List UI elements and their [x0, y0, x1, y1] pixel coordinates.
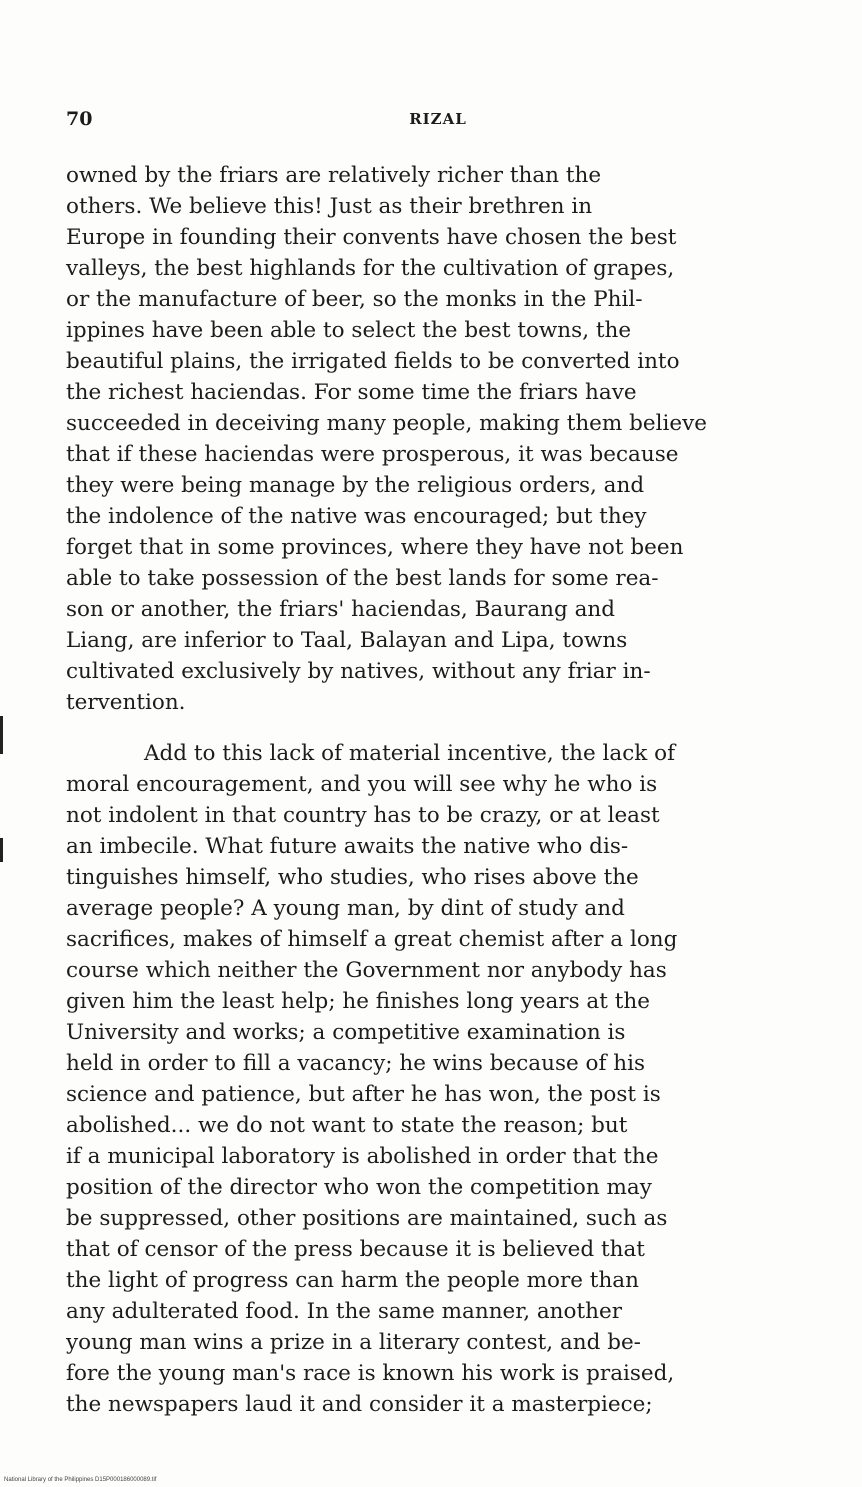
text-line: cultivated exclusively by natives, without any friar in-: [66, 659, 651, 684]
text-line: abolished... we do not want to state the reason; but: [66, 1113, 628, 1138]
text-line: the newspapers laud it and consider it a masterpiece;: [66, 1392, 653, 1417]
text-line: average people? A young man, by dint of study and: [66, 896, 625, 921]
text-line: ippines have been able to select the best towns, the: [66, 318, 632, 343]
text-line: forget that in some provinces, where they have not been: [66, 535, 684, 560]
text-line: beautiful plains, the irrigated fields to be converted into: [66, 349, 680, 374]
text-line: if a municipal laboratory is abolished in order that the: [66, 1144, 659, 1169]
text-line: science and patience, but after he has won, the post is: [66, 1082, 661, 1107]
text-line: succeeded in deceiving many people, making them believe: [66, 411, 707, 436]
text-line: the indolence of the native was encouraged; but they: [66, 504, 647, 529]
paragraph-2: [66, 738, 810, 1420]
page-header: [66, 108, 810, 138]
text-line: Europe in founding their convents have chosen the best: [66, 225, 677, 250]
text-line: others. We believe this! Just as their brethren in: [66, 194, 593, 219]
text-line: any adulterated food. In the same manner, another: [66, 1299, 622, 1324]
paragraph-1: [66, 160, 810, 718]
scan-footer: National Library of the Philippines D15P000186000089.tif: [4, 1477, 157, 1483]
text-line: sacrifices, makes of himself a great chemist after a long: [66, 927, 678, 952]
text-line: tervention.: [66, 690, 186, 715]
text-line: course which neither the Government nor anybody has: [66, 958, 667, 983]
paragraph-spacer: [66, 718, 810, 738]
text-line: the richest haciendas. For some time the friars have: [66, 380, 637, 405]
text-line: son or another, the friars' haciendas, Baurang and: [66, 597, 616, 622]
text-line: that if these haciendas were prosperous, it was because: [66, 442, 679, 467]
text-line: valleys, the best highlands for the cultivation of grapes,: [66, 256, 675, 281]
scan-edge-mark: [0, 838, 3, 862]
text-line: University and works; a competitive examination is: [66, 1020, 626, 1045]
text-line: able to take possession of the best lands for some rea-: [66, 566, 659, 591]
text-line: be suppressed, other positions are maintained, such as: [66, 1206, 668, 1231]
text-line: the light of progress can harm the people more than: [66, 1268, 639, 1293]
text-line: moral encouragement, and you will see why he who is: [66, 772, 658, 797]
text-line: that of censor of the press because it is believed that: [66, 1237, 645, 1262]
text-line: tinguishes himself, who studies, who rises above the: [66, 865, 639, 890]
text-line: held in order to fill a vacancy; he wins because of his: [66, 1051, 646, 1076]
text-line: they were being manage by the religious orders, and: [66, 473, 645, 498]
text-line: Add to this lack of material incentive, the lack of: [144, 741, 676, 766]
text-line: fore the young man's race is known his work is praised,: [66, 1361, 675, 1386]
running-head: RIZAL: [409, 110, 467, 128]
text-line: Liang, are inferior to Taal, Balayan and Lipa, towns: [66, 628, 628, 653]
text-line: given him the least help; he finishes long years at the: [66, 989, 650, 1014]
text-line: not indolent in that country has to be crazy, or at least: [66, 803, 660, 828]
text-line: or the manufacture of beer, so the monks in the Phil-: [66, 287, 643, 312]
text-line: owned by the friars are relatively richer than the: [66, 163, 602, 188]
text-line: an imbecile. What future awaits the native who dis-: [66, 834, 629, 859]
text-line: young man wins a prize in a literary contest, and be-: [66, 1330, 641, 1355]
body-text: [66, 160, 810, 1420]
text-line: position of the director who won the competition may: [66, 1175, 652, 1200]
page-number: 70: [66, 108, 93, 130]
scan-edge-mark: [0, 716, 3, 754]
